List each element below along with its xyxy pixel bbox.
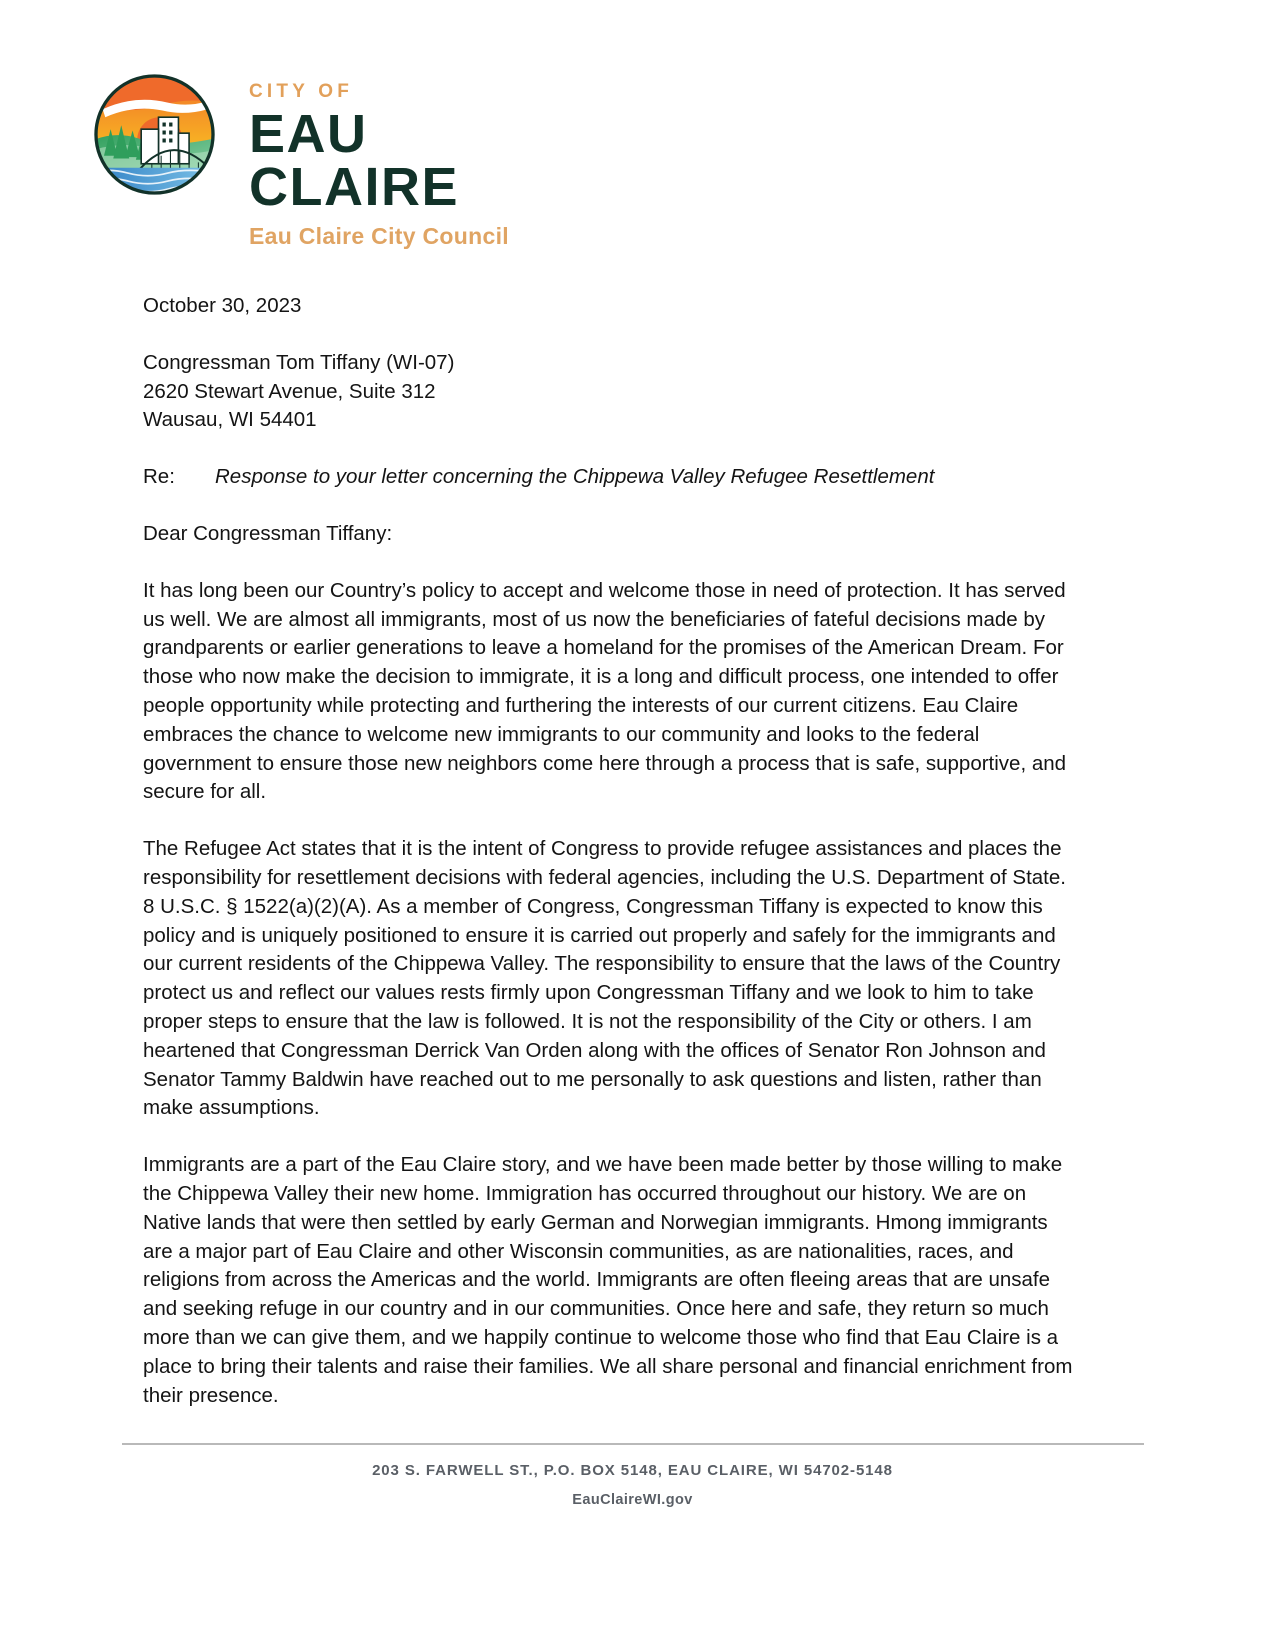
footer-address: 203 S. FARWELL ST., P.O. BOX 5148, EAU CLAIRE, WI 54702-5148 [372,1462,893,1479]
subject-label: Re: [143,465,175,489]
letter-date-block [143,292,1073,321]
wordmark-claire: CLAIRE [249,156,459,217]
body-paragraph-2: The Refugee Act states that it is the intent of Congress to provide refugee assistances and places the responsibility for resettlement decisions with federal agencies, including the U.S. Department of State. 8 U.S.C. § 1522(a)(2)(A). As a member of Congress, Congressman Tiffany is expected to know this policy and is uniquely positioned to ensure it is carried out properly and safely for the immigrants and our current residents of the Chippewa Valley. The responsibility to ensure that the laws of the Country protect us and reflect our values rests firmly upon Congressman Tiffany and we look to him to take proper steps to ensure that the law is followed. It is not the responsibility of the City or others. I am heartened that Congressman Derrick Van Orden along with the offices of Senator Ron Johnson and Senator Tammy Baldwin have reached out to me personally to ask questions and listen, rather than make assumptions. [143,837,1066,1120]
letter-date: October 30, 2023 [143,294,302,317]
body-paragraph-3: Immigrants are a part of the Eau Claire story, and we have been made better by those willing to make the Chippewa Valley their new home. Immigration has occurred throughout our history. We are on Native lands that were then settled by early German and Norwegian immigrants. Hmong immigrants are a major part of Eau Claire and other Wisconsin communities, as are nationalities, races, and religions from across the Americas and the world. Immigrants are often fleeing areas that are unsafe and seeking refuge in our country and in our communities. Once here and safe, they return so much more than we can give them, and we happily continue to welcome those who find that Eau Claire is a place to bring their talents and raise their families. We all share personal and financial enrichment from their presence. [143,1153,1073,1407]
wordmark [249,68,509,250]
wordmark-department: Eau Claire City Council [249,222,509,249]
recipient-name: Congressman Tom Tiffany (WI-07) [143,350,455,374]
wordmark-city-of: CITY OF [249,81,353,102]
page-footer [0,1462,1265,1508]
salutation-text: Dear Congressman Tiffany: [143,521,393,545]
letterhead [88,68,509,250]
wordmark-eau: EAU [249,104,368,164]
recipient-street: 2620 Stewart Avenue, Suite 312 [143,379,436,403]
subject-line [143,463,1073,492]
subject-text: Response to your letter concerning the Chippewa Valley Refugee Resettlement [215,465,935,489]
letter-body [143,292,1073,1410]
footer-website: EauClaireWI.gov [572,1492,693,1508]
salutation [143,520,1073,549]
body-paragraph-1: It has long been our Country’s policy to accept and welcome those in need of protection. It has served us well. We are almost all immigrants, most of us now the beneficiaries of fateful decisions made by grandparents or earlier generations to leave a homeland for the promises of the American Dream. For those who now make the decision to immigrate, it is a long and difficult process, one intended to offer people opportunity while protecting and furthering the interests of our current citizens. Eau Claire embraces the chance to welcome new immigrants to our community and looks to the federal government to ensure those new neighbors come here through a process that is safe, supportive, and secure for all. [143,578,1067,804]
eau-claire-city-seal-icon [88,68,221,201]
recipient-city-state-zip: Wausau, WI 54401 [143,408,317,432]
recipient-address-block [143,349,1073,435]
footer-divider [122,1443,1144,1445]
